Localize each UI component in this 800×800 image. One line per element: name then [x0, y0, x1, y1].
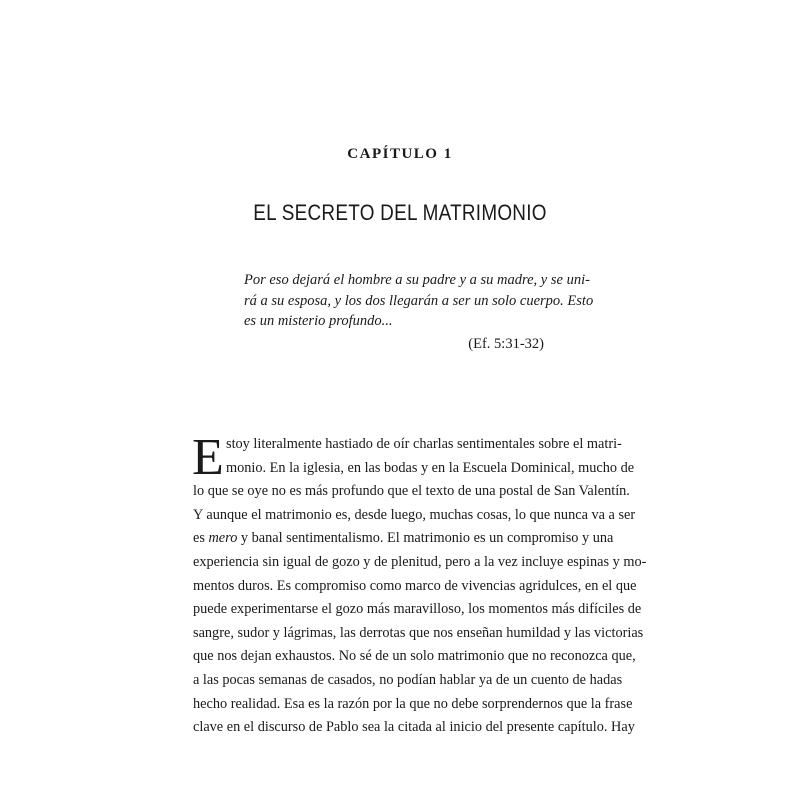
epigraph-line: rá a su esposa, y los dos llegarán a ser un solo cuerpo. Esto	[244, 292, 594, 309]
chapter-label: CAPÍTULO 1	[347, 146, 453, 162]
text-line: experiencia sin igual de gozo y de plenitud, pero a la vez incluye espinas y mo-	[193, 553, 647, 570]
body-text	[192, 429, 647, 740]
text-line: Y aunque el matrimonio es, desde luego, muchas cosas, lo que nunca va a ser	[193, 506, 636, 523]
drop-cap: E	[192, 429, 224, 486]
epigraph	[244, 270, 594, 354]
text-line: puede experimentarse el gozo más maravilloso, los momentos más difíciles de	[193, 601, 642, 618]
text-line: clave en el discurso de Pablo sea la citada al inicio del presente capítulo. Hay	[193, 719, 635, 736]
text-fragment: y banal sentimentalismo. El matrimonio es un compromiso y una	[237, 530, 614, 547]
text-line: sangre, sudor y lágrimas, las derrotas que nos enseñan humildad y las victorias	[193, 624, 644, 641]
epigraph-line: Por eso dejará el hombre a su padre y a su madre, y se uni-	[244, 272, 590, 288]
text-line: a las pocas semanas de casados, no podían hablar ya de un cuento de hadas	[193, 671, 623, 688]
text-line: monio. En la iglesia, en las bodas y en la Escuela Dominical, mucho de	[226, 459, 635, 476]
emphasis-word: mero	[208, 530, 238, 547]
chapter-title: EL SECRETO DEL MATRIMONIO	[253, 200, 547, 225]
text-line: lo que se oye no es más profundo que el texto de una postal de San Valentín.	[193, 483, 630, 500]
epigraph-line: es un misterio profundo...	[244, 313, 393, 329]
text-line: stoy literalmente hastiado de oír charlas sentimentales sobre el matri-	[226, 436, 622, 452]
epigraph-reference: (Ef. 5:31-32)	[468, 335, 544, 352]
text-fragment: es	[193, 530, 209, 547]
text-line: hecho realidad. Esa es la razón por la que no debe sorprendernos que la frase	[193, 695, 633, 712]
text-line: mentos duros. Es compromiso como marco de vivencias agridulces, en el que	[193, 577, 637, 594]
text-line	[193, 527, 614, 551]
text-line: que nos dejan exhaustos. No sé de un solo matrimonio que no reconozca que,	[193, 648, 636, 665]
